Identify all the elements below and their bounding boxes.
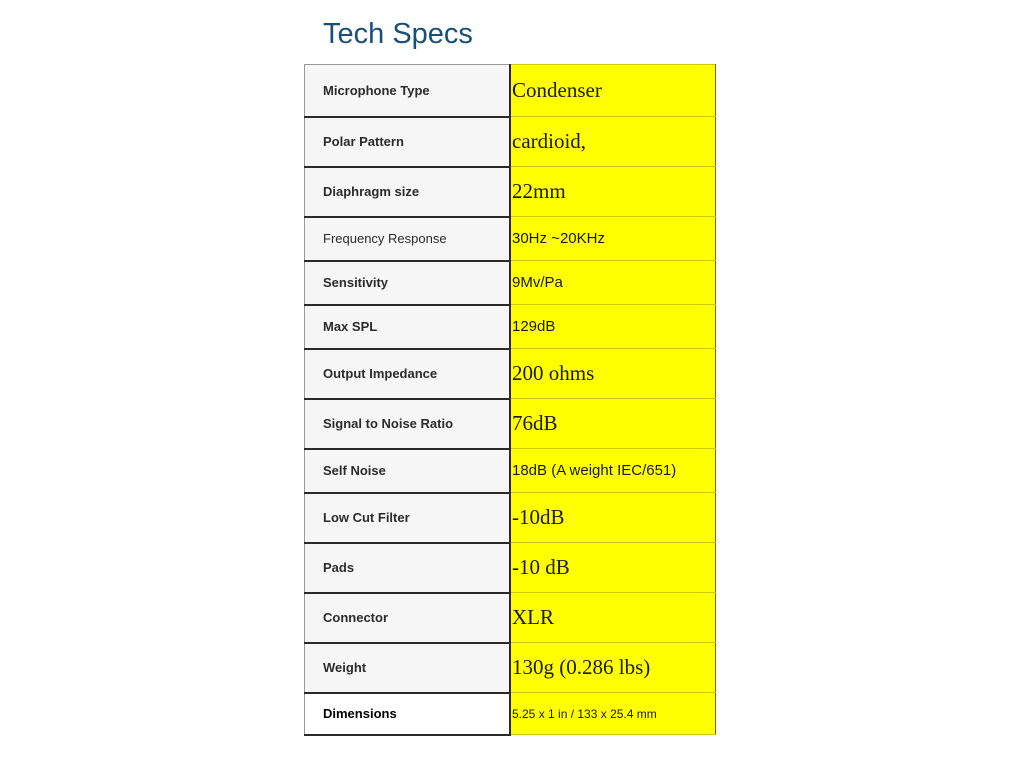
spec-row-dimensions — [305, 693, 716, 735]
spec-label: Signal to Noise Ratio — [305, 399, 511, 449]
spec-label: Dimensions — [305, 693, 511, 735]
spec-value: 130g (0.286 lbs) — [510, 643, 716, 693]
spec-label: Pads — [305, 543, 511, 593]
page-title: Tech Specs — [323, 18, 473, 50]
spec-label: Weight — [305, 643, 511, 693]
spec-value: 200 ohms — [510, 349, 716, 399]
spec-value: 129dB — [510, 305, 716, 349]
spec-value: -10 dB — [510, 543, 716, 593]
spec-row-self-noise — [305, 449, 716, 493]
spec-row-weight — [305, 643, 716, 693]
spec-label: Frequency Response — [305, 217, 511, 261]
tech-specs-table — [304, 64, 716, 736]
spec-row-microphone-type — [305, 65, 716, 117]
spec-value: 22mm — [510, 167, 716, 217]
spec-row-connector — [305, 593, 716, 643]
spec-value: 76dB — [510, 399, 716, 449]
spec-value: 5.25 x 1 in / 133 x 25.4 mm — [510, 693, 716, 735]
spec-label: Polar Pattern — [305, 117, 511, 167]
spec-row-frequency-response — [305, 217, 716, 261]
spec-label: Self Noise — [305, 449, 511, 493]
spec-label: Microphone Type — [305, 65, 511, 117]
spec-value: XLR — [510, 593, 716, 643]
spec-value: Condenser — [510, 65, 716, 117]
spec-row-pads — [305, 543, 716, 593]
spec-row-polar-pattern — [305, 117, 716, 167]
spec-label: Sensitivity — [305, 261, 511, 305]
spec-row-diaphragm-size — [305, 167, 716, 217]
spec-label: Connector — [305, 593, 511, 643]
spec-value: 9Mv/Pa — [510, 261, 716, 305]
spec-row-max-spl — [305, 305, 716, 349]
spec-label: Low Cut Filter — [305, 493, 511, 543]
spec-value: -10dB — [510, 493, 716, 543]
spec-value: 30Hz ~20KHz — [510, 217, 716, 261]
spec-row-signal-to-noise — [305, 399, 716, 449]
spec-row-output-impedance — [305, 349, 716, 399]
spec-label: Diaphragm size — [305, 167, 511, 217]
spec-value: cardioid, — [510, 117, 716, 167]
spec-row-sensitivity — [305, 261, 716, 305]
spec-label: Max SPL — [305, 305, 511, 349]
spec-value: 18dB (A weight IEC/651) — [510, 449, 716, 493]
spec-label: Output Impedance — [305, 349, 511, 399]
spec-row-low-cut-filter — [305, 493, 716, 543]
